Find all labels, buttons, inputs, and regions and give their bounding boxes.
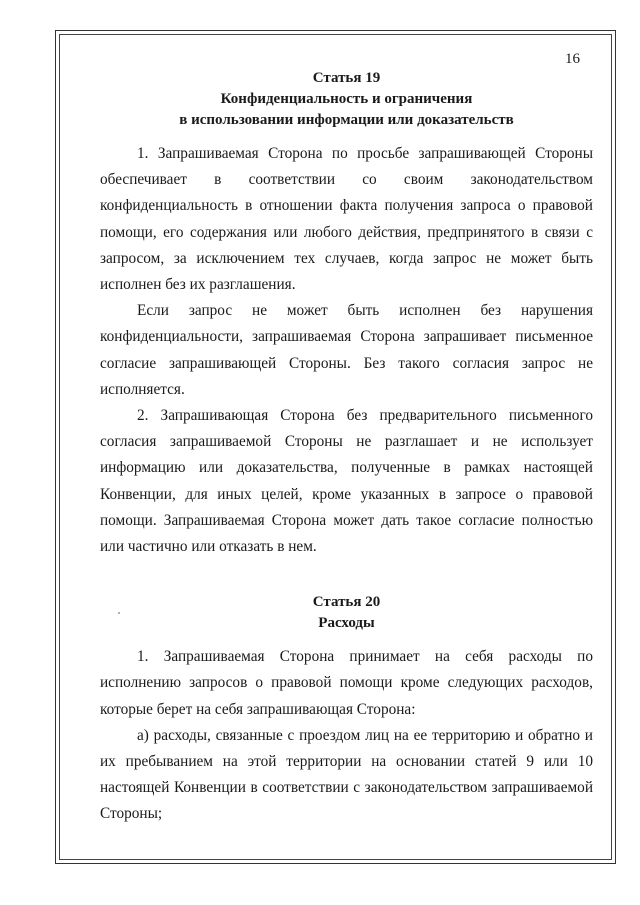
article-19-paragraph-3: 2. Запрашивающая Сторона без предварительного письменного согласия запрашиваемой Стороны не разглашает и не использует информацию или доказательства, полученные в рамках настоящей Конвенции, для иных целей, кроме указанных в запросе о правовой помощи. Запрашиваемая Сторона может дать такое согласие полностью или частично или отказать в нем. bbox=[100, 407, 593, 556]
scan-speck bbox=[118, 612, 120, 614]
article-19-subtitle-line-1: Конфиденциальность и ограничения bbox=[220, 91, 473, 107]
article-19-paragraph-1: 1. Запрашиваемая Сторона по просьбе запрашивающей Стороны обеспечивает в соответствии со своим законодательством конфиденциальность в отношении факта получения запроса о правовой помощи, его содержания или любого действия, предпринятого в связи с запросом, за исключением тех случаев, когда запрос не может быть исполнен без их разглашения. bbox=[100, 145, 593, 294]
article-19-paragraph-2: Если запрос не может быть исполнен без нарушения конфиденциальности, запрашиваемая Сторона запрашивает письменное согласие запрашивающей Стороны. Без такого согласия запрос не исполняется. bbox=[100, 302, 593, 398]
article-19-subtitle-line-2: в использовании информации или доказательств bbox=[179, 112, 514, 128]
article-20-paragraph-1: 1. Запрашиваемая Сторона принимает на себя расходы по исполнению запросов о правовой помощи кроме следующих расходов, которые берет на себя запрашивающая Сторона: bbox=[100, 648, 593, 718]
article-20-subtitle: Расходы bbox=[318, 615, 375, 632]
article-20-paragraph-2: а) расходы, связанные с проездом лиц на ее территорию и обратно и их пребыванием на этой территории на основании статей 9 или 10 настоящей Конвенции в соответствии с законодательством запрашиваемой Стороны; bbox=[100, 726, 593, 823]
document-body bbox=[100, 68, 593, 828]
article-19-title: Статья 19 bbox=[312, 70, 381, 86]
article-20-title: Статья 20 bbox=[312, 594, 381, 611]
page-number: 16 bbox=[565, 51, 580, 67]
